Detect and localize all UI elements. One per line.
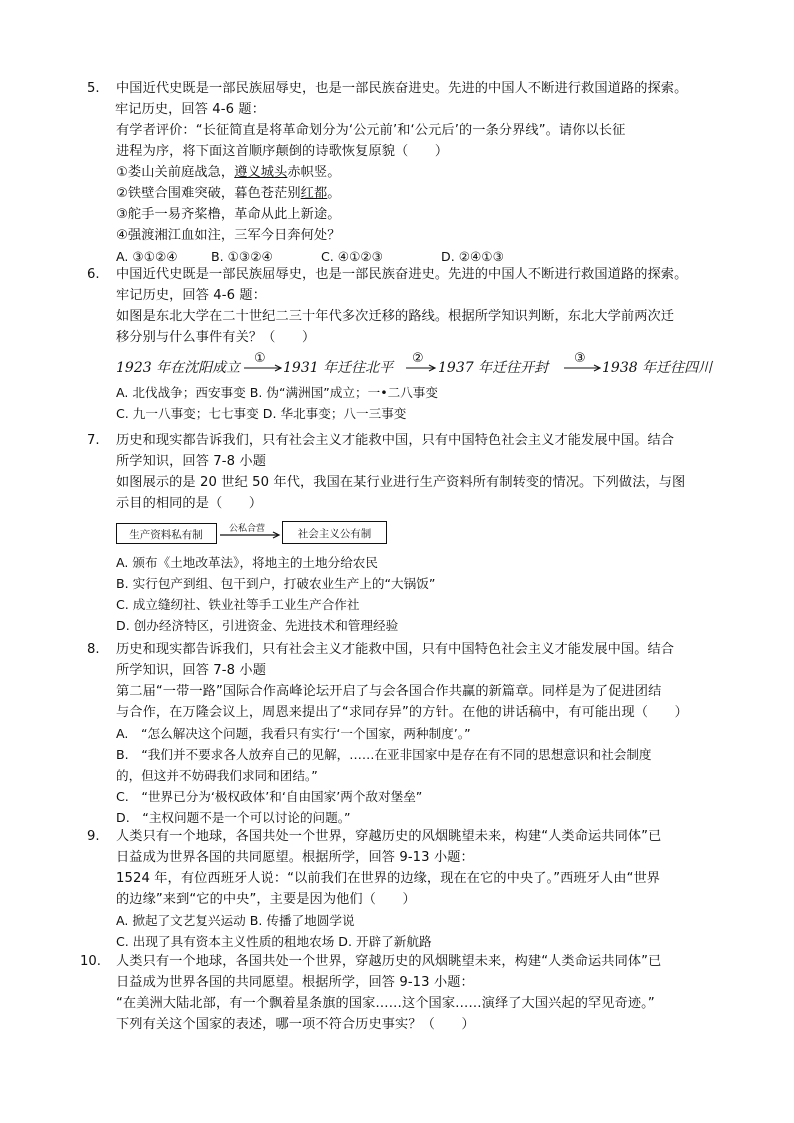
question-6 — [87, 264, 720, 424]
option-b[interactable]: B. “我们并不要求各人放弃自己的见解，……在亚非国家中是存在有不同的思想意识和社会制度 — [116, 747, 652, 762]
question-number: 7. — [87, 433, 100, 448]
question-number: 8. — [87, 642, 100, 657]
question-text: 移分别与什么事件有关？（ ） — [116, 330, 316, 345]
question-number: 9. — [87, 829, 100, 844]
question-text: “在美洲大陆北部，有一个飘着星条旗的国家……这个国家……演绎了大国兴起的罕见奇迹。” — [116, 996, 655, 1011]
question-text: 下列有关这个国家的表述，哪一项不符合历史事实？（ ） — [116, 1017, 475, 1032]
question-text: 与合作，在万隆会议上，周恩来提出了“求同存异”的方针。在他的讲话稿中，有可能出现（ ） — [116, 705, 688, 720]
question-number: 10. — [80, 954, 101, 969]
option-ab[interactable]: A. 北伐战争；西安事变 B. 伪“满洲国”成立；一•二八事变 — [116, 385, 438, 400]
question-text: 人类只有一个地球，各国共处一个世界，穿越历史的风烟眺望未来，构建“人类命运共同体”已 — [116, 954, 662, 969]
question-text: 所学知识，回答 7-8 小题 — [116, 663, 267, 678]
option-cd[interactable]: C. 出现了具有资本主义性质的租地农场 D. 开辟了新航路 — [116, 934, 432, 949]
poem-line: ④强渡湘江血如注，三军今日奔何处？ — [116, 228, 341, 243]
timeline-stop: 1937 年迁往开封 — [438, 360, 549, 376]
question-7 — [87, 430, 720, 636]
question-text: 中国近代史既是一部民族屈辱史，也是一部民族奋进史。先进的中国人不断进行救国道路的探索。 — [116, 81, 688, 96]
option-b-continued[interactable]: 的，但这并不妨碍我们求同和团结。” — [116, 768, 318, 783]
migration-timeline — [116, 350, 720, 380]
question-text: 如图展示的是 20 世纪 50 年代，我国在某行业进行生产资料所有制转变的情况。下列做法，与图 — [116, 475, 686, 490]
question-text: 历史和现实都告诉我们，只有社会主义才能救中国，只有中国特色社会主义才能发展中国。结合 — [116, 433, 675, 448]
timeline-marker: ③ — [574, 351, 586, 366]
question-text: 日益成为世界各国的共同愿望。根据所学，回答 9-13 小题： — [116, 850, 474, 865]
question-text: 牢记历史，回答 4-6 题： — [115, 102, 266, 117]
timeline-stop: 1931 年迁往北平 — [283, 360, 394, 376]
question-text: 如图是东北大学在二十世纪二三十年代多次迁移的路线。根据所学知识判断，东北大学前两次迁 — [116, 309, 675, 324]
question-text: 所学知识，回答 7-8 小题 — [116, 454, 267, 469]
ownership-graphic — [116, 516, 416, 550]
question-10 — [80, 951, 720, 1035]
poem-line: ③舵手一易齐桨橹，革命从此上新途。 — [116, 207, 341, 222]
box-label: 生产资料私有制 — [129, 529, 203, 541]
arrow-label: 公私合营 — [228, 524, 266, 534]
question-text: 第二届“一带一路”国际合作高峰论坛开启了与会各国合作共赢的新篇章。同样是为了促进团结 — [116, 684, 662, 699]
option-cd[interactable]: C. 九一八事变；七七事变 D. 华北事变；八一三事变 — [116, 406, 407, 421]
option-d[interactable]: D. 创办经济特区，引进资金、先进技术和管理经验 — [116, 618, 399, 633]
question-text: 示目的相同的是（ ） — [116, 496, 263, 511]
question-number: 6. — [87, 267, 100, 282]
question-8 — [87, 639, 720, 828]
timeline-marker: ② — [412, 351, 424, 366]
option-b[interactable]: B. 实行包产到组、包干到户，打破农业生产上的“大锅饭” — [116, 576, 436, 591]
question-text: 1524 年，有位西班牙人说：“以前我们在世界的边缘，现在在它的中央了。”西班牙人由“世界 — [116, 871, 661, 886]
question-text: 日益成为世界各国的共同愿望。根据所学，回答 9-13 小题： — [116, 975, 474, 990]
question-5 — [87, 78, 720, 267]
question-text: 的边缘”来到“它的中央”，主要是因为他们（ ） — [116, 892, 416, 907]
question-number: 5. — [87, 81, 100, 96]
timeline-stop: 1923 年在沈阳成立 — [116, 360, 241, 376]
option-b[interactable]: B. ①③②④ — [211, 249, 273, 264]
timeline-marker: ① — [254, 351, 266, 366]
option-a[interactable]: A. ③①②④ — [116, 249, 178, 264]
timeline-graphic — [116, 350, 756, 380]
poem-line: ②铁壁合围难突破，暮色苍茫别红都。 — [116, 186, 341, 201]
option-d[interactable]: D. ②④①③ — [441, 249, 504, 264]
poem-line: ①娄山关前庭战急，遵义城头赤帜竖。 — [116, 165, 341, 180]
option-d[interactable]: D. “主权问题不是一个可以讨论的问题。” — [116, 810, 351, 825]
question-9 — [87, 826, 720, 952]
option-c[interactable]: C. “世界已分为‘极权政体’和‘自由国家’两个敌对堡垒” — [116, 789, 423, 804]
question-text: 人类只有一个地球，各国共处一个世界，穿越历史的风烟眺望未来，构建“人类命运共同体”已 — [116, 829, 662, 844]
question-text: 牢记历史，回答 4-6 题： — [116, 288, 267, 303]
question-text: 历史和现实都告诉我们，只有社会主义才能救中国，只有中国特色社会主义才能发展中国。结合 — [116, 642, 675, 657]
option-a[interactable]: A. “怎么解决这个问题，我看只有实行‘一个国家，两种制度’。” — [116, 726, 471, 741]
question-text: 中国近代史既是一部民族屈辱史，也是一部民族奋进史。先进的中国人不断进行救国道路的探索。 — [116, 267, 688, 282]
question-text: 有学者评价：“长征简直是将革命划分为‘公元前’和‘公元后’的一条分界线”。请你以长征 — [116, 123, 626, 138]
timeline-stop: 1938 年迁往四川 — [602, 360, 713, 376]
option-ab[interactable]: A. 掀起了文艺复兴运动 B. 传播了地圆学说 — [116, 913, 355, 928]
option-c[interactable]: C. ④①②③ — [321, 249, 383, 264]
option-a[interactable]: A. 颁布《土地改革法》，将地主的土地分给农民 — [116, 555, 378, 570]
option-c[interactable]: C. 成立缝纫社、铁业社等手工业生产合作社 — [116, 597, 360, 612]
question-text: 进程为序，将下面这首顺序颠倒的诗歌恢复原貌（ ） — [116, 144, 449, 159]
box-label: 社会主义公有制 — [297, 528, 372, 540]
ownership-diagram — [116, 516, 720, 550]
